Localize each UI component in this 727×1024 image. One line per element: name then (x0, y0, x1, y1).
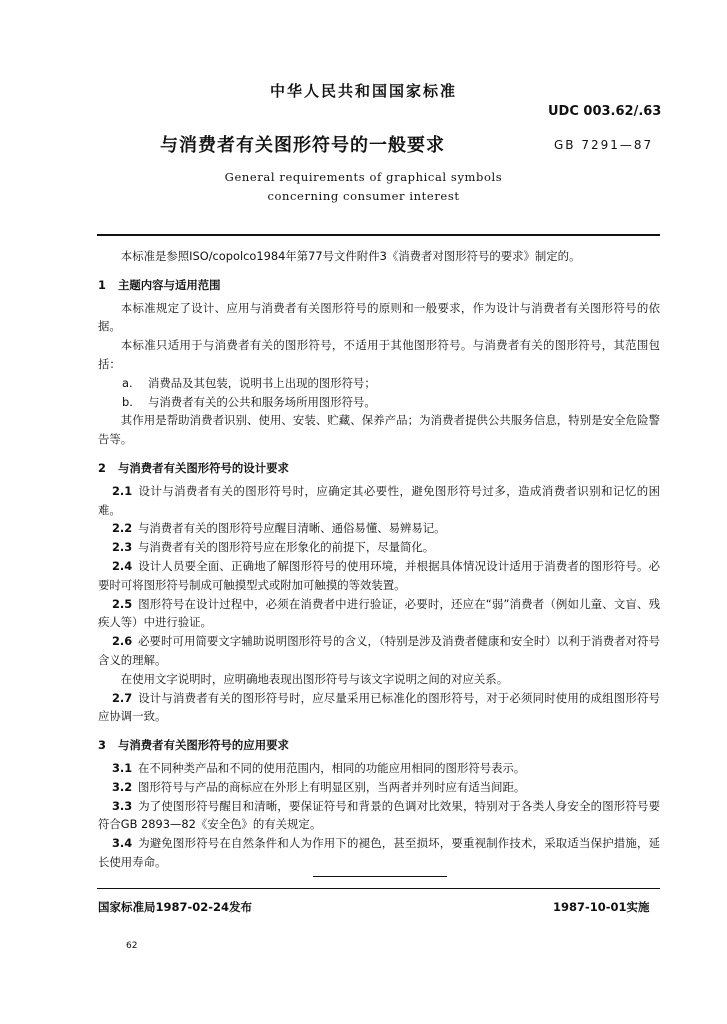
clause-text: 图形符号与产品的商标应在外形上有明显区别，当两者并列时应有适当间距。 (138, 779, 526, 794)
clause-number: 3.1 (112, 760, 133, 775)
national-standard-heading: 中华人民共和国国家标准 (269, 82, 457, 100)
section-1-number: 1 (98, 277, 106, 292)
clause-note-paragraph: 在使用文字说明时，应明确地表现出图形符号与该文字说明之间的对应关系。 (120, 671, 509, 686)
section-3-heading (98, 736, 660, 755)
clause (98, 778, 660, 797)
clause-number: 2.2 (112, 521, 133, 536)
clause-text: 为避免图形符号在自然条件和人为作用下的褪色，甚至损坏，要重视制作技术，采取适当保护措施，延长使用寿命。 (98, 836, 660, 869)
list-item-marker: a. (122, 375, 133, 390)
udc-code: UDC 003.62/.63 (548, 104, 662, 119)
clause-number: 3.4 (112, 836, 133, 851)
section-1-paragraph: 本标准规定了设计、应用与消费者有关图形符号的原则和一般要求，作为设计与消费者有关图形符号的依据。 (98, 300, 660, 334)
clause-text: 设计人员要全面、正确地了解图形符号的使用环境，并根据具体情况设计适用于消费者的图形符号。必要时可将图形符号制成可触摸型式或附加可触摸的等效装置。 (98, 558, 660, 592)
clause (98, 519, 660, 538)
clause (98, 759, 660, 778)
clause-text: 与消费者有关的图形符号应醒目清晰、通俗易懂、易辨易记。 (138, 521, 446, 536)
section-2-title: 与消费者有关图形符号的设计要求 (118, 460, 289, 475)
clause (98, 689, 660, 727)
clause-text: 在不同种类产品和不同的使用范围内，相同的功能应用相同的图形符号表示。 (138, 760, 526, 775)
list-item-text: 与消费者有关的公共和服务场所用图形符号。 (148, 394, 376, 409)
section-2-number: 2 (98, 460, 106, 475)
gb-code: GB 7291—87 (554, 138, 654, 152)
clause-text: 设计与消费者有关的图形符号时，应尽量采用已标准化的图形符号，对于必须同时使用的成组图形符号应协调一致。 (98, 690, 660, 724)
clause-text: 设计与消费者有关的图形符号时，应确定其必要性，避免图形符号过多，造成消费者识别和记忆的困难。 (98, 483, 660, 517)
implementation-date: 1987-10-01实施 (553, 900, 650, 914)
header-rule (97, 234, 660, 236)
page-title: 与消费者有关图形符号的一般要求 (160, 135, 445, 156)
clause (98, 538, 660, 557)
intro-paragraph: 本标准是参照ISO/copolco1984年第77号文件附件3《消费者对图形符号的要求》制定的。 (120, 249, 581, 263)
standard-body (98, 247, 660, 872)
list-item-marker: b. (122, 394, 133, 409)
clause-number: 2.5 (112, 596, 133, 611)
clause-number: 3.3 (112, 798, 133, 813)
clause-text: 为了使图形符号醒目和清晰，要保证符号和背景的色调对比效果，特别对于各类人身安全的图形符号要符合GB 2893—82《安全色》的有关规定。 (98, 798, 660, 832)
section-1-heading (98, 276, 660, 295)
section-3-number: 3 (98, 738, 106, 753)
clause (98, 797, 660, 835)
list-item (98, 393, 660, 412)
section-1-paragraph: 本标准只适用于与消费者有关的图形符号，不适用于其他图形符号。与消费者有关的图形符号，其范围包括： (98, 338, 660, 371)
clause (98, 557, 660, 595)
clause-text: 与消费者有关的图形符号应在形象化的前提下，尽量简化。 (138, 540, 435, 555)
clause-number: 2.1 (112, 483, 133, 498)
clause (98, 632, 660, 670)
section-1-title: 主题内容与适用范围 (118, 277, 221, 292)
clause (98, 595, 660, 633)
section-2-heading (98, 459, 660, 478)
clause-number: 2.4 (112, 558, 133, 573)
section-1-paragraph: 其作用是帮助消费者识别、使用、安装、贮藏、保养产品；为消费者提供公共服务信息，特别是安全危险警告等。 (98, 413, 660, 447)
list-item-text: 消费品及其包装，说明书上出现的图形符号； (148, 375, 376, 390)
english-title-line-1: General requirements of graphical symbols (224, 170, 503, 184)
clause (98, 482, 660, 520)
clause-number: 2.6 (112, 634, 133, 649)
english-title-line-2: concerning consumer interest (267, 189, 460, 203)
end-of-text-rule (313, 876, 447, 877)
page-number: 62 (126, 941, 138, 951)
clause (98, 834, 660, 872)
clause-number: 2.3 (112, 540, 133, 555)
clause-text: 必要时可用简要文字辅助说明图形符号的含义，（特别是涉及消费者健康和安全时）以利于消费者对符号含义的理解。 (98, 634, 660, 667)
list-item (98, 374, 660, 393)
footer-rule (97, 888, 660, 889)
issue-date: 国家标准局1987-02-24发布 (98, 900, 253, 914)
section-3-title: 与消费者有关图形符号的应用要求 (118, 738, 289, 753)
clause-text: 图形符号在设计过程中，必须在消费者中进行验证，必要时，还应在“弱”消费者（例如儿童、文盲、残疾人等）中进行验证。 (98, 596, 660, 630)
clause-number: 3.2 (112, 779, 133, 794)
clause-number: 2.7 (112, 690, 133, 705)
